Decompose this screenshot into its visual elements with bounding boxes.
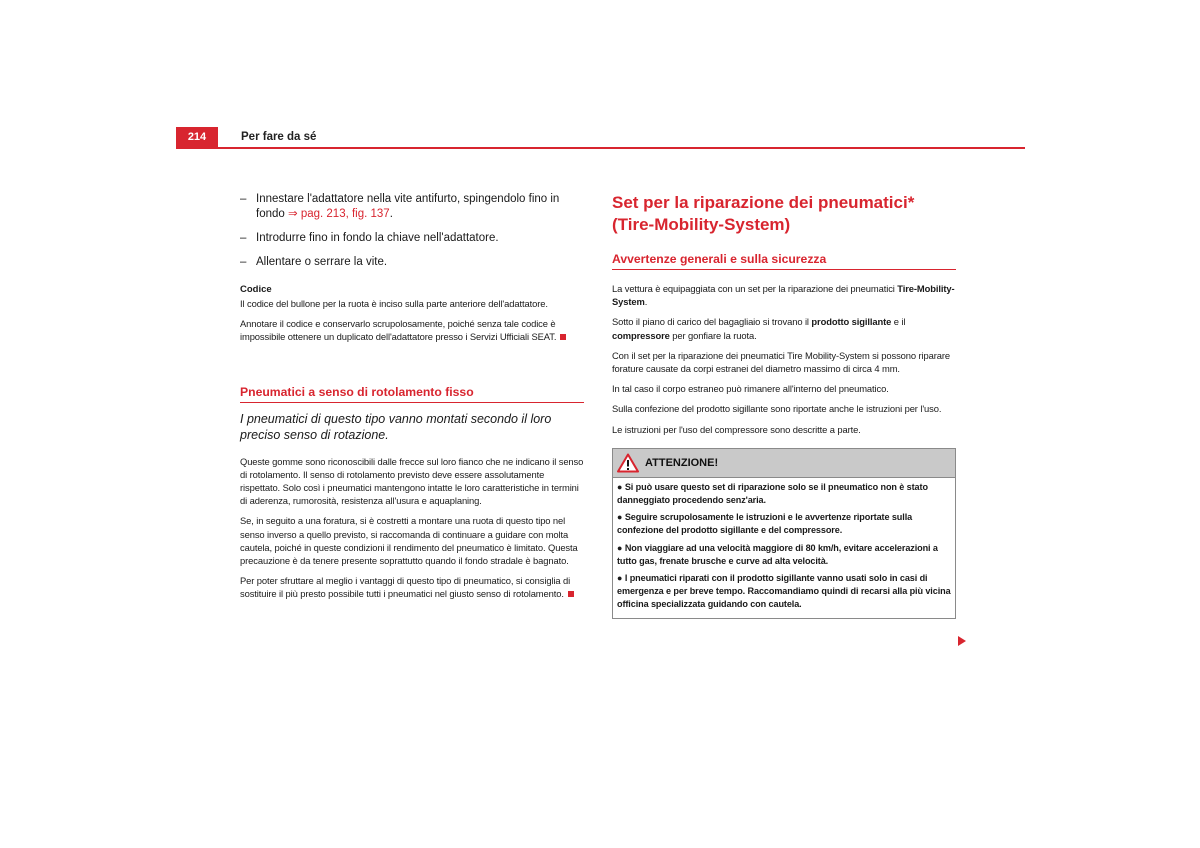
- chapter-heading: Set per la riparazione dei pneumatici* (Tire-Mobility-System): [612, 193, 915, 234]
- warning-body: [613, 478, 955, 618]
- chapter-title: Per fare da sé: [241, 131, 317, 143]
- code-paragraph-2: Annotare il codice e conservarlo scrupolosamente, poiché senza tale codice è impossibile ottenere un duplicato dell'adattatore presso i Servizi Ufficiali SEAT.: [240, 317, 584, 343]
- paragraph: Queste gomme sono riconoscibili dalle frecce sul loro fianco che ne indicano il senso di rotolamento. Il senso di rotolamento previsto deve essere assolutamente rispettato. Solo così i pneumatici mantengono intatte le loro caratteristiche in termini di aderenza, rumorosità, resistenza all'usura e aquaplaning.: [240, 455, 584, 507]
- step-dash: –: [240, 232, 247, 244]
- warning-header: [613, 449, 955, 478]
- warning-title: ATTENZIONE!: [645, 456, 719, 469]
- step-item: [240, 255, 584, 270]
- step-text: Allentare o serrare la vite.: [256, 256, 388, 268]
- paragraph: In tal caso il corpo estraneo può rimanere all'interno del pneumatico.: [612, 383, 889, 395]
- bullet-icon: ●: [617, 512, 623, 523]
- warning-item: ● Si può usare questo set di riparazione solo se il pneumatico non è stato danneggiato procedendo senz'aria.: [617, 481, 928, 506]
- paragraph: Per poter sfruttare al meglio i vantaggi di questo tipo di pneumatico, si consiglia di sostituire il più presto possibile tutti i pneumatici nel giusto senso di rotolamento.: [240, 574, 584, 600]
- code-heading: Codice: [240, 284, 272, 295]
- right-column: [612, 192, 956, 619]
- step-item: [240, 231, 584, 246]
- paragraph: Le istruzioni per l'uso del compressore sono descritte a parte.: [612, 423, 861, 435]
- arrow-glyph: ⇒: [287, 208, 298, 220]
- code-paragraph-1: Il codice del bullone per la ruota è inciso sulla parte anteriore dell'adattatore.: [240, 298, 548, 309]
- warning-box: [612, 448, 956, 619]
- bullet-icon: ●: [617, 542, 623, 553]
- warning-item: ● Non viaggiare ad una velocità maggiore di 80 km/h, evitare accelerazioni a tutto gas, frenate brusche e curve ad alta velocità.: [617, 542, 938, 566]
- paragraph: La vettura è equipaggiata con un set per la riparazione dei pneumatici Tire-Mobility-System.: [612, 283, 955, 308]
- step-text: Introdurre fino in fondo la chiave nell'adattatore.: [256, 232, 499, 244]
- end-of-section-square-icon: [568, 591, 574, 597]
- continue-arrow-icon: [958, 636, 966, 646]
- step-text: Innestare l'adattatore nella vite antifurto, spingendolo fino in fondo: [256, 193, 560, 220]
- paragraph: Se, in seguito a una foratura, si è costretti a montare una ruota di questo tipo nel senso inverso a quello previsto, si raccomanda di continuare a guidare con molta cautela, poiché in queste condizioni il rendimento del pneumatico è limitato. Questa precauzione è da tenere presente soprattutto quando il fondo stradale è bagnato.: [240, 515, 578, 567]
- paragraph: Sulla confezione del prodotto sigillante sono riportate anche le istruzioni per l'uso.: [612, 403, 942, 415]
- end-of-section-square-icon: [560, 334, 566, 340]
- page-number: 214: [176, 127, 218, 148]
- left-column: [240, 192, 584, 608]
- paragraph: Con il set per la riparazione dei pneumatici Tire Mobility-System si possono riparare forature causate da corpi estranei del diametro massimo di circa 4 mm.: [612, 349, 951, 375]
- section-title-fixed-rotation: Pneumatici a senso di rotolamento fisso: [240, 385, 584, 403]
- warning-item: ● Seguire scrupolosamente le istruzioni e le avvertenze riportate sulla confezione del prodotto sigillante e del compressore.: [617, 512, 913, 536]
- step-dash: –: [240, 256, 247, 268]
- bullet-icon: ●: [617, 481, 623, 492]
- section-title-safety: Avvertenze generali e sulla sicurezza: [612, 252, 956, 270]
- page-reference-link[interactable]: ⇒ pag. 213, fig. 137: [287, 208, 390, 220]
- warning-triangle-icon: [617, 453, 639, 473]
- bullet-icon: ●: [617, 573, 623, 584]
- warning-item: ● I pneumatici riparati con il prodotto sigillante vanno usati solo in casi di emergenza e per breve tempo. Raccomandiamo quindi di recarsi alla più vicina officina specializzata guidando con cautela.: [617, 573, 951, 610]
- step-item: – Innestare l'adattatore nella vite antifurto, spingendolo fino in fondo ⇒ pag. 213, fig. 137.: [240, 193, 560, 220]
- section-lead: I pneumatici di questo tipo vanno montati secondo il loro preciso senso di rotazione.: [240, 411, 552, 442]
- step-dash: –: [240, 193, 247, 205]
- header-rule: [176, 147, 1025, 149]
- paragraph: Sotto il piano di carico del bagagliaio si trovano il prodotto sigillante e il compressore per gonfiare la ruota.: [612, 316, 906, 341]
